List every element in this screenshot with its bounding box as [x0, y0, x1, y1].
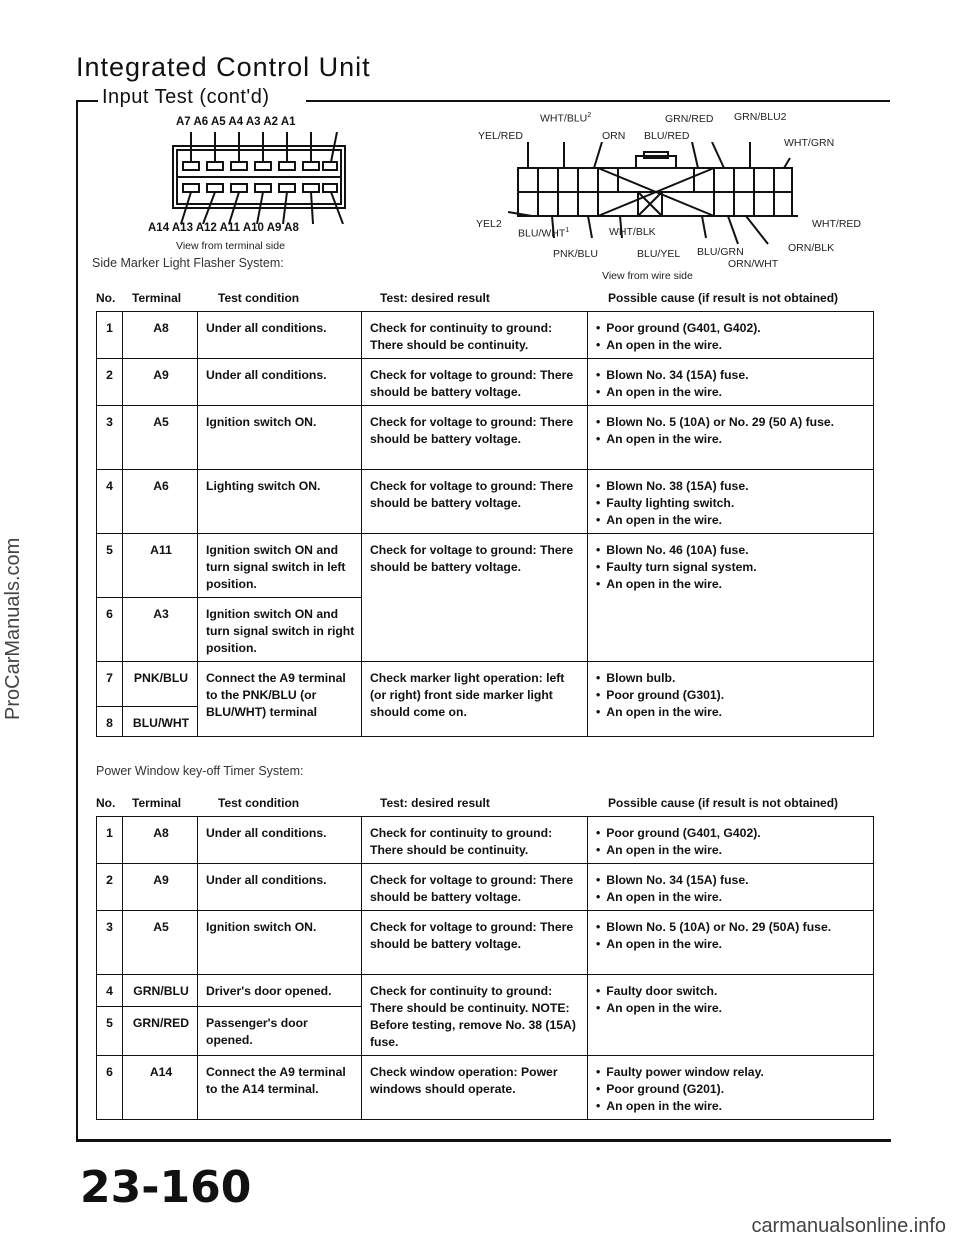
- table-row: [97, 817, 874, 864]
- cause-item: • Blown bulb.: [596, 670, 867, 687]
- cell-condition: Ignition switch ON.: [198, 911, 362, 975]
- cell-condition: Connect the A9 terminal to the A14 terminal.: [198, 1056, 362, 1120]
- cell-result: Check for continuity to ground: There should be continuity. NOTE: Before testing, remove No. 38 (15A) fuse.: [362, 975, 588, 1056]
- cause-item: • Faulty turn signal system.: [596, 559, 867, 576]
- wire-blu-grn: BLU/GRN: [697, 246, 744, 258]
- cause-item: • An open in the wire.: [596, 512, 867, 529]
- s1-header-no: No.: [96, 291, 116, 305]
- cell-causes: [588, 864, 874, 911]
- cell-no: 6: [97, 1056, 123, 1120]
- cause-item: • An open in the wire.: [596, 1000, 867, 1017]
- cell-result: Check for voltage to ground: There should be battery voltage.: [362, 470, 588, 534]
- cause-item: • Blown No. 5 (10A) or No. 29 (50A) fuse.: [596, 919, 867, 936]
- cell-causes: [588, 1056, 874, 1120]
- table-row: [97, 1056, 874, 1120]
- cell-result: Check for voltage to ground: There should be battery voltage.: [362, 534, 588, 662]
- cell-no: 5: [97, 1007, 123, 1056]
- cause-item: • An open in the wire.: [596, 337, 867, 354]
- cell-causes: [588, 817, 874, 864]
- table-row: [97, 662, 874, 707]
- cell-condition: Driver's door opened.: [198, 975, 362, 1007]
- cause-item: • Blown No. 5 (10A) or No. 29 (50 A) fuse.: [596, 414, 867, 431]
- cell-no: 5: [97, 534, 123, 598]
- subtitle-rule-left: [76, 100, 98, 102]
- table-row: [97, 359, 874, 406]
- s2-header-terminal: Terminal: [132, 796, 182, 810]
- wire-blu-yel: BLU/YEL: [637, 248, 681, 260]
- cell-terminal: A8: [123, 817, 198, 864]
- cell-no: 7: [97, 662, 123, 707]
- cell-result: Check window operation: Power windows should operate.: [362, 1056, 588, 1120]
- cause-item: • Faulty power window relay.: [596, 1064, 867, 1081]
- cause-item: • An open in the wire.: [596, 842, 867, 859]
- s2-header-result: Test: desired result: [380, 796, 490, 810]
- cell-terminal: A5: [123, 911, 198, 975]
- cell-causes: [588, 911, 874, 975]
- cell-no: 3: [97, 911, 123, 975]
- cell-terminal: A6: [123, 470, 198, 534]
- power-window-table: [96, 816, 874, 1120]
- cell-result: Check marker light operation: left (or right) front side marker light should come on.: [362, 662, 588, 737]
- cell-no: 4: [97, 470, 123, 534]
- cause-item: • Poor ground (G301).: [596, 687, 867, 704]
- cell-terminal: GRN/BLU: [123, 975, 198, 1007]
- left-connector-bottom-pins: A14 A13 A12 A11 A10 A9 A8: [148, 222, 299, 234]
- cell-causes: [588, 534, 874, 662]
- cell-no: 6: [97, 598, 123, 662]
- cell-condition: Under all conditions.: [198, 864, 362, 911]
- cause-item: • Blown No. 46 (10A) fuse.: [596, 542, 867, 559]
- cell-no: 1: [97, 817, 123, 864]
- left-connector-top-pins: A7 A6 A5 A4 A3 A2 A1: [176, 116, 296, 128]
- watermark-bottom: carmanualsonline.info: [751, 1215, 946, 1237]
- cell-result: Check for voltage to ground: There should be battery voltage.: [362, 359, 588, 406]
- cause-item: • An open in the wire.: [596, 936, 867, 953]
- left-connector-diagram: [165, 132, 355, 224]
- watermark-left: ProCarManuals.com: [2, 537, 24, 720]
- cause-item: • Blown No. 34 (15A) fuse.: [596, 367, 867, 384]
- cell-condition: Under all conditions.: [198, 359, 362, 406]
- s2-header-cause: Possible cause (if result is not obtained): [608, 796, 839, 810]
- cell-terminal: A9: [123, 864, 198, 911]
- wire-yel-red: YEL/RED: [478, 130, 523, 142]
- section1-caption: Side Marker Light Flasher System:: [92, 256, 284, 270]
- s1-header-result: Test: desired result: [380, 291, 490, 305]
- cell-terminal: A3: [123, 598, 198, 662]
- cell-terminal: BLU/WHT: [123, 707, 198, 737]
- cause-item: • An open in the wire.: [596, 1098, 867, 1115]
- cell-terminal: A9: [123, 359, 198, 406]
- cell-result: Check for continuity to ground: There should be continuity.: [362, 312, 588, 359]
- frame-bottom-rule: [76, 1139, 891, 1142]
- s2-header-condition: Test condition: [218, 796, 300, 810]
- cell-causes: [588, 662, 874, 737]
- cell-no: 4: [97, 975, 123, 1007]
- right-connector-view-label: View from wire side: [602, 270, 693, 282]
- cause-item: • An open in the wire.: [596, 704, 867, 721]
- cell-causes: [588, 359, 874, 406]
- cause-item: • An open in the wire.: [596, 576, 867, 593]
- cause-item: • Poor ground (G401, G402).: [596, 320, 867, 337]
- cell-condition: Under all conditions.: [198, 817, 362, 864]
- table-row: [97, 406, 874, 470]
- cell-no: 1: [97, 312, 123, 359]
- left-connector-view-label: View from terminal side: [176, 240, 285, 252]
- wire-wht-blk: WHT/BLK: [609, 226, 656, 238]
- cell-no: 8: [97, 707, 123, 737]
- cell-terminal: PNK/BLU: [123, 662, 198, 707]
- wire-orn-wht: ORN/WHT: [728, 258, 779, 270]
- cell-terminal: GRN/RED: [123, 1007, 198, 1056]
- wire-wht-grn: WHT/GRN: [784, 137, 835, 149]
- wire-blu-wht1: BLU/WHT$^1$: [518, 227, 570, 240]
- table-row: [97, 911, 874, 975]
- cell-no: 2: [97, 359, 123, 406]
- s1-header-cause: Possible cause (if result is not obtained): [608, 291, 839, 305]
- cell-terminal: A11: [123, 534, 198, 598]
- cell-result: Check for voltage to ground: There should be battery voltage.: [362, 911, 588, 975]
- wire-blu-red: BLU/RED: [644, 130, 690, 142]
- cell-result: Check for continuity to ground: There should be continuity.: [362, 817, 588, 864]
- s1-header-terminal: Terminal: [132, 291, 182, 305]
- wire-yel2: YEL2: [476, 218, 502, 230]
- table-row: [97, 975, 874, 1007]
- cause-item: • An open in the wire.: [596, 431, 867, 448]
- wire-grn-blu2: GRN/BLU2: [734, 111, 787, 123]
- cause-item: • Faulty door switch.: [596, 983, 867, 1000]
- cell-condition: Ignition switch ON and turn signal switch in right position.: [198, 598, 362, 662]
- s1-header-condition: Test condition: [218, 291, 300, 305]
- cause-item: • Blown No. 34 (15A) fuse.: [596, 872, 867, 889]
- wire-wht-blu2: WHT/BLU$^2$: [540, 112, 592, 125]
- table-row: [97, 470, 874, 534]
- table-row: [97, 534, 874, 598]
- cell-causes: [588, 470, 874, 534]
- wire-grn-red: GRN/RED: [665, 113, 714, 125]
- cell-no: 3: [97, 406, 123, 470]
- wire-orn-blk: ORN/BLK: [788, 242, 835, 254]
- table-row: [97, 864, 874, 911]
- wire-wht-red: WHT/RED: [812, 218, 861, 230]
- cell-causes: [588, 975, 874, 1056]
- cause-item: • An open in the wire.: [596, 384, 867, 401]
- cause-item: • Faulty lighting switch.: [596, 495, 867, 512]
- cell-terminal: A5: [123, 406, 198, 470]
- cell-causes: [588, 312, 874, 359]
- section2-caption: Power Window key-off Timer System:: [96, 764, 304, 778]
- frame-left-rule: [76, 100, 78, 1140]
- cell-condition: Lighting switch ON.: [198, 470, 362, 534]
- s2-header-no: No.: [96, 796, 116, 810]
- table-row: [97, 312, 874, 359]
- side-marker-table: [96, 311, 874, 737]
- cell-terminal: A8: [123, 312, 198, 359]
- cause-item: • Poor ground (G401, G402).: [596, 825, 867, 842]
- wire-orn: ORN: [602, 130, 626, 142]
- subtitle-rule-right: [306, 100, 890, 102]
- cause-item: • An open in the wire.: [596, 889, 867, 906]
- page-title: Integrated Control Unit: [76, 52, 371, 82]
- wire-pnk-blu: PNK/BLU: [553, 248, 598, 260]
- cell-result: Check for voltage to ground: There should be battery voltage.: [362, 406, 588, 470]
- cell-condition: Connect the A9 terminal to the PNK/BLU (or BLU/WHT) terminal: [198, 662, 362, 737]
- cell-causes: [588, 406, 874, 470]
- page-number: 23-160: [80, 1162, 252, 1213]
- cause-item: • Poor ground (G201).: [596, 1081, 867, 1098]
- cell-condition: Passenger's door opened.: [198, 1007, 362, 1056]
- cell-terminal: A14: [123, 1056, 198, 1120]
- cause-item: • Blown No. 38 (15A) fuse.: [596, 478, 867, 495]
- cell-no: 2: [97, 864, 123, 911]
- page-subtitle: Input Test (cont'd): [102, 86, 270, 108]
- cell-condition: Ignition switch ON and turn signal switch in left position.: [198, 534, 362, 598]
- cell-condition: Ignition switch ON.: [198, 406, 362, 470]
- cell-result: Check for voltage to ground: There should be battery voltage.: [362, 864, 588, 911]
- cell-condition: Under all conditions.: [198, 312, 362, 359]
